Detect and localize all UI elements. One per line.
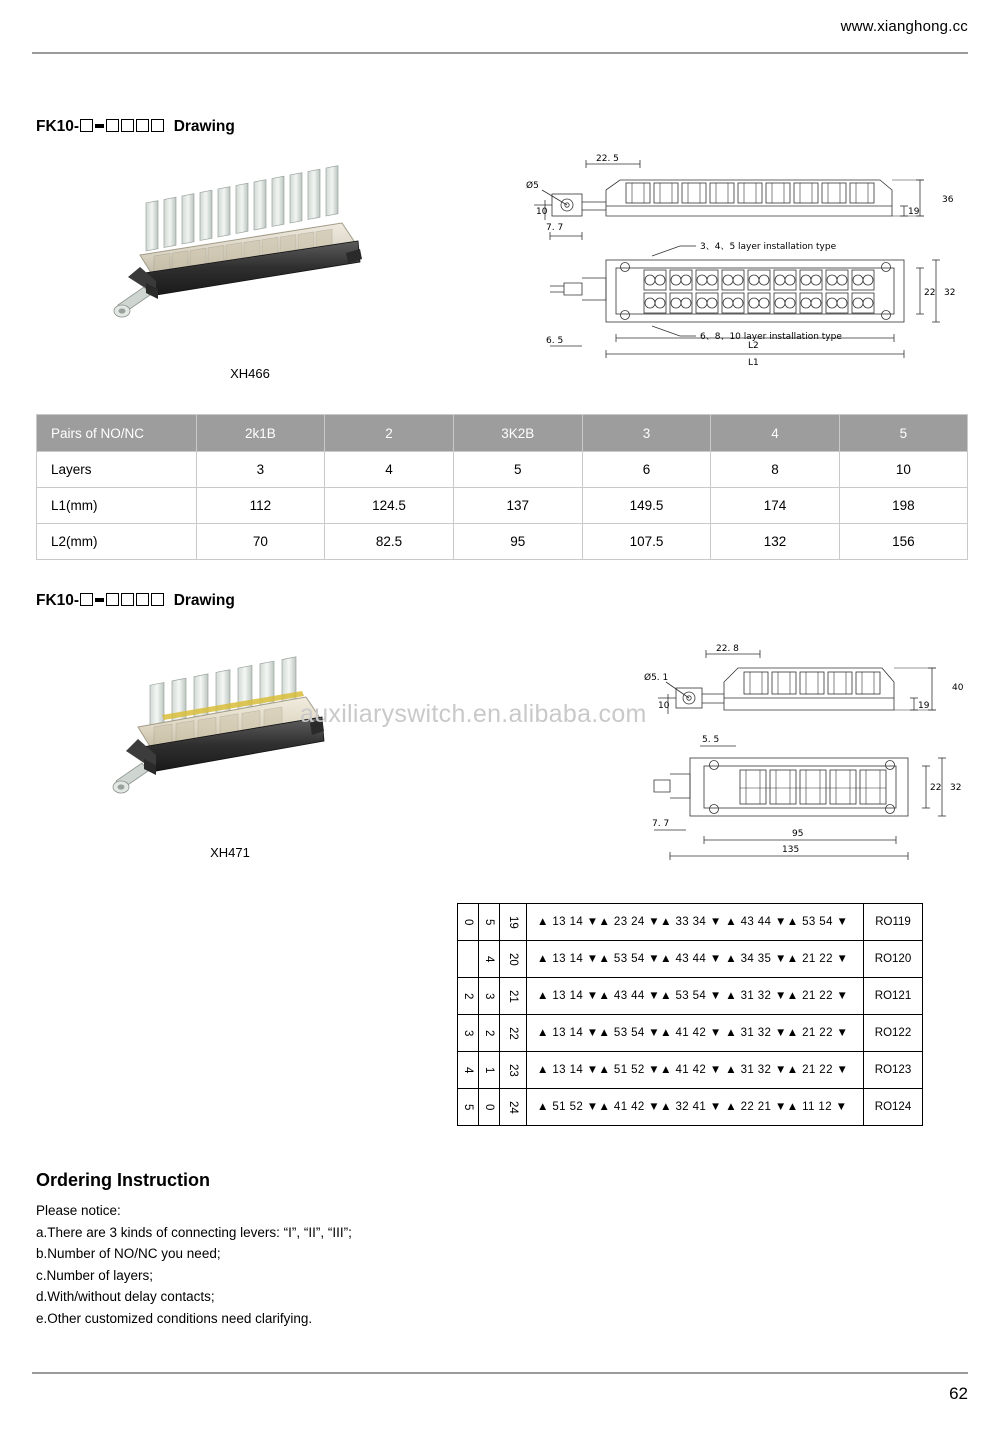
- spec-cell-2-2: 95: [453, 524, 582, 560]
- spec-header-4: 3: [582, 415, 711, 452]
- placeholder-box-icon: [151, 593, 164, 606]
- spec-cell-1-4: 174: [711, 488, 839, 524]
- code-row-1-seq: 20: [500, 941, 527, 978]
- contact-code-table: [457, 903, 923, 1126]
- spec-cell-1-5: 198: [839, 488, 967, 524]
- svg-text:7. 7: 7. 7: [652, 819, 670, 829]
- code-row-3-pattern: ▲ 13 14 ▼▲ 53 54 ▼▲ 41 42 ▼ ▲ 31 32 ▼▲ 21 22 ▼: [527, 1015, 864, 1052]
- svg-text:6、8、10 layer installation type: 6、8、10 layer installation type: [700, 332, 842, 342]
- section-2-suffix: Drawing: [173, 592, 235, 609]
- spec-cell-0-4: 8: [711, 452, 839, 488]
- table-row: [458, 978, 923, 1015]
- product-photo-xh471: [110, 635, 390, 830]
- svg-text:L2: L2: [748, 341, 759, 351]
- code-row-1-pattern: ▲ 13 14 ▼▲ 53 54 ▼▲ 43 44 ▼ ▲ 34 35 ▼▲ 21 22 ▼: [527, 941, 864, 978]
- svg-text:10: 10: [536, 207, 548, 217]
- section-2-prefix: FK10-: [36, 592, 80, 609]
- code-row-2-pattern: ▲ 13 14 ▼▲ 43 44 ▼▲ 53 54 ▼ ▲ 31 32 ▼▲ 21 22 ▼: [527, 978, 864, 1015]
- product-photo-xh466: [110, 155, 390, 355]
- code-row-0-code: RO119: [864, 904, 923, 941]
- table-row: [458, 1089, 923, 1126]
- table-row: [458, 1015, 923, 1052]
- photo-caption-2: XH471: [210, 845, 250, 860]
- code-row-4-code: RO123: [864, 1052, 923, 1089]
- code-row-3-code: RO122: [864, 1015, 923, 1052]
- technical-drawing-1: [520, 150, 980, 380]
- placeholder-box-icon: [136, 119, 149, 132]
- svg-text:32: 32: [950, 783, 962, 793]
- table-row: [37, 452, 968, 488]
- placeholder-box-icon: [80, 593, 93, 606]
- svg-text:95: 95: [792, 829, 804, 839]
- code-row-5-col1: 5: [458, 1089, 479, 1126]
- section-1-prefix: FK10-: [36, 118, 80, 135]
- svg-text:19: 19: [908, 207, 920, 217]
- code-row-5-seq: 24: [500, 1089, 527, 1126]
- code-row-2-code: RO121: [864, 978, 923, 1015]
- dash-icon: [95, 124, 104, 128]
- spec-cell-0-0: 3: [196, 452, 325, 488]
- code-row-0-col2: 5: [479, 904, 500, 941]
- spec-cell-0-2: 5: [453, 452, 582, 488]
- code-row-5-pattern: ▲ 51 52 ▼▲ 41 42 ▼▲ 32 41 ▼ ▲ 22 21 ▼▲ 11 12 ▼: [527, 1089, 864, 1126]
- ordering-line-0: Please notice:: [36, 1203, 121, 1218]
- ordering-line-4: d.With/without delay contacts;: [36, 1289, 215, 1304]
- svg-text:5. 5: 5. 5: [702, 735, 720, 745]
- svg-text:22. 5: 22. 5: [596, 154, 619, 164]
- svg-text:Ø5. 1: Ø5. 1: [644, 673, 669, 683]
- spec-header-6: 5: [839, 415, 967, 452]
- spec-cell-2-4: 132: [711, 524, 839, 560]
- svg-text:19: 19: [918, 701, 930, 711]
- ordering-line-5: e.Other customized conditions need clarifying.: [36, 1310, 313, 1326]
- watermark: auxiliaryswitch.en.alibaba.com: [300, 700, 647, 728]
- footer-divider: [32, 1372, 968, 1374]
- spec-cell-0-1: 4: [325, 452, 454, 488]
- spec-cell-0-5: 10: [839, 452, 967, 488]
- table-row: [458, 904, 923, 941]
- spec-header-0: Pairs of NO/NC: [37, 415, 197, 452]
- svg-text:3、4、5 layer installation type: 3、4、5 layer installation type: [700, 242, 837, 252]
- svg-text:Ø5: Ø5: [526, 181, 539, 191]
- spec-cell-2-5: 156: [839, 524, 967, 560]
- svg-text:7. 7: 7. 7: [546, 223, 564, 233]
- code-row-1-col1: [458, 941, 479, 978]
- spec-cell-1-1: 124.5: [325, 488, 454, 524]
- ordering-title: Ordering Instruction: [36, 1170, 211, 1190]
- code-row-1-col2: 4: [479, 941, 500, 978]
- section-1-suffix: Drawing: [173, 118, 235, 135]
- technical-drawing-2: [640, 640, 980, 885]
- svg-text:40: 40: [952, 683, 964, 693]
- spec-cell-1-3: 149.5: [582, 488, 711, 524]
- spec-header-1: 2k1B: [196, 415, 325, 452]
- placeholder-box-icon: [121, 119, 134, 132]
- table-row: [37, 524, 968, 560]
- svg-text:135: 135: [782, 845, 800, 855]
- placeholder-box-icon: [136, 593, 149, 606]
- placeholder-box-icon: [106, 593, 119, 606]
- header-url: www.xianghong.cc: [840, 18, 968, 35]
- spec-header-2: 2: [325, 415, 454, 452]
- svg-text:6. 5: 6. 5: [546, 336, 564, 346]
- spec-header-5: 4: [711, 415, 839, 452]
- spec-row-0-label: Layers: [37, 452, 197, 488]
- code-row-4-col1: 4: [458, 1052, 479, 1089]
- spec-cell-2-1: 82.5: [325, 524, 454, 560]
- svg-text:32: 32: [944, 288, 956, 298]
- code-row-2-col1: 2: [458, 978, 479, 1015]
- code-row-2-col2: 3: [479, 978, 500, 1015]
- ordering-line-3: c.Number of layers;: [36, 1267, 154, 1283]
- code-row-1-code: RO120: [864, 941, 923, 978]
- page-number: 62: [949, 1384, 968, 1403]
- spec-cell-2-0: 70: [196, 524, 325, 560]
- code-row-5-col2: 0: [479, 1089, 500, 1126]
- spec-row-1-label: L1(mm): [37, 488, 197, 524]
- spec-table-header-row: [37, 415, 968, 452]
- code-row-0-col1: 0: [458, 904, 479, 941]
- ordering-line-1: a.There are 3 kinds of connecting levers: “I”, “II”, “III”;: [36, 1224, 352, 1240]
- ordering-body: [36, 1200, 352, 1329]
- code-row-4-seq: 23: [500, 1052, 527, 1089]
- spec-table: [36, 414, 968, 560]
- placeholder-box-icon: [106, 119, 119, 132]
- svg-text:L1: L1: [748, 358, 759, 368]
- ordering-line-2: b.Number of NO/NC you need;: [36, 1246, 221, 1261]
- spec-header-3: 3K2B: [453, 415, 582, 452]
- code-row-4-col2: 1: [479, 1052, 500, 1089]
- spec-cell-1-2: 137: [453, 488, 582, 524]
- placeholder-box-icon: [80, 119, 93, 132]
- svg-text:36: 36: [942, 195, 954, 205]
- header-divider: [32, 52, 968, 54]
- svg-text:22. 8: 22. 8: [716, 644, 739, 654]
- svg-text:22: 22: [930, 783, 942, 793]
- code-row-2-seq: 21: [500, 978, 527, 1015]
- code-row-4-pattern: ▲ 13 14 ▼▲ 51 52 ▼▲ 41 42 ▼ ▲ 31 32 ▼▲ 21 22 ▼: [527, 1052, 864, 1089]
- code-row-3-col1: 3: [458, 1015, 479, 1052]
- code-row-5-code: RO124: [864, 1089, 923, 1126]
- placeholder-box-icon: [151, 119, 164, 132]
- spec-cell-0-3: 6: [582, 452, 711, 488]
- photo-caption-1: XH466: [230, 366, 270, 381]
- spec-row-2-label: L2(mm): [37, 524, 197, 560]
- svg-text:10: 10: [658, 701, 670, 711]
- spec-cell-2-3: 107.5: [582, 524, 711, 560]
- code-row-0-seq: 19: [500, 904, 527, 941]
- svg-text:22: 22: [924, 288, 936, 298]
- table-row: [458, 941, 923, 978]
- section-title-2: [36, 592, 235, 610]
- code-row-3-seq: 22: [500, 1015, 527, 1052]
- spec-cell-1-0: 112: [196, 488, 325, 524]
- code-row-3-col2: 2: [479, 1015, 500, 1052]
- table-row: [37, 488, 968, 524]
- code-row-0-pattern: ▲ 13 14 ▼▲ 23 24 ▼▲ 33 34 ▼ ▲ 43 44 ▼▲ 53 54 ▼: [527, 904, 864, 941]
- dash-icon: [95, 598, 104, 602]
- section-title-1: [36, 118, 235, 136]
- placeholder-box-icon: [121, 593, 134, 606]
- table-row: [458, 1052, 923, 1089]
